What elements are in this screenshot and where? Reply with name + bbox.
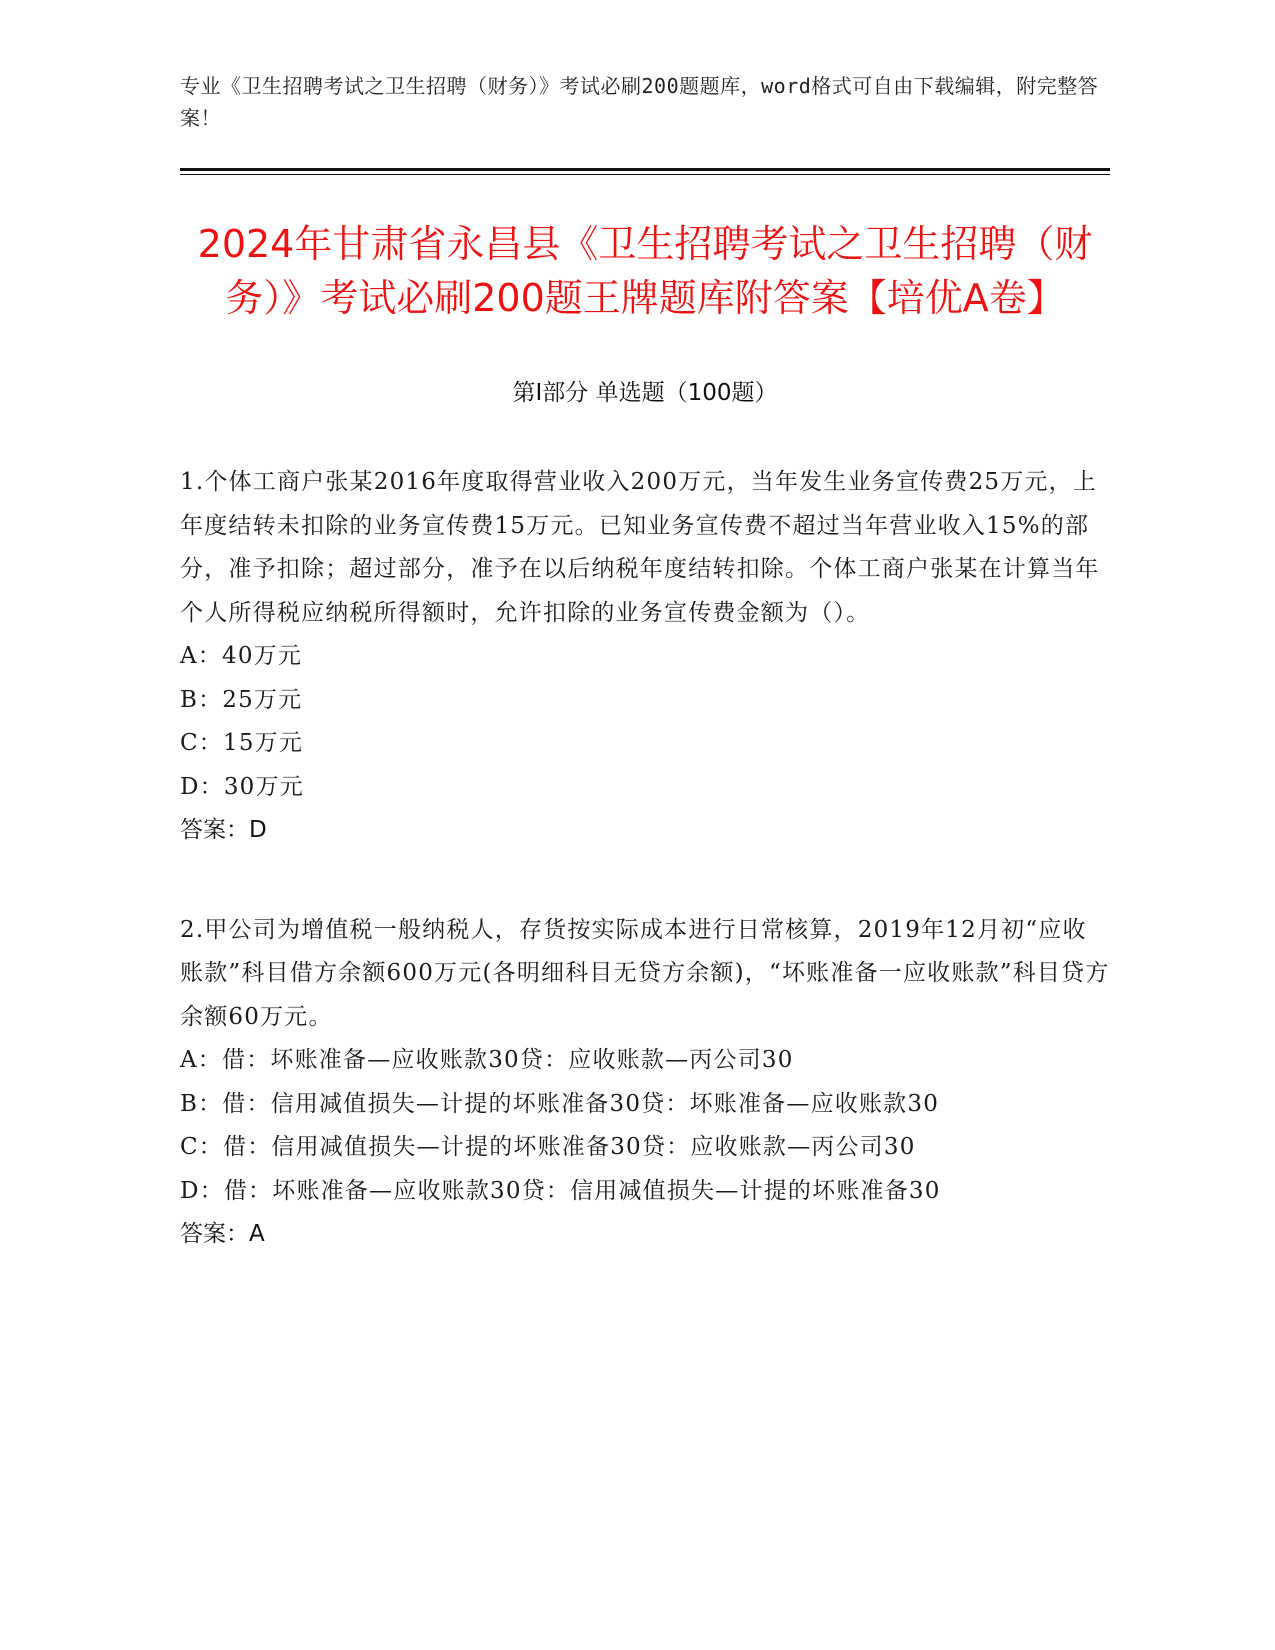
section-heading: 第I部分 单选题（100题） [512,380,778,406]
option-a: A：40万元 [180,643,303,669]
option-b: B：25万元 [180,686,303,713]
answer-line: 答案：A [180,1221,265,1247]
question-stem: 2.甲公司为增值税一般纳税人，存货按实际成本进行日常核算，2019年12月初“应收账款”科目借方余额600万元(各明细科目无贷方余额)，“坏账准备一应收账款”科目贷方余额60万元。 [180,916,1110,1030]
option-a: A：借：坏账准备—应收账款30贷：应收账款—丙公司30 [180,1047,794,1073]
document-title: 2024年甘肃省永昌县《卫生招聘考试之卫生招聘（财务）》考试必刷200题王牌题库附答案【培优A卷】 [197,222,1093,320]
answer-line: 答案：D [180,817,267,843]
question-2 [180,909,1110,1257]
option-c: C：借：信用减值损失—计提的坏账准备30贷：应收账款—丙公司30 [180,1134,916,1160]
option-c: C：15万元 [180,730,304,756]
header-note: 专业《卫生招聘考试之卫生招聘（财务）》考试必刷200题题库，word格式可自由下载编辑，附完整答案！ [180,74,1099,130]
question-stem: 1.个体工商户张某2016年度取得营业收入200万元，当年发生业务宣传费25万元，上年度结转未扣除的业务宣传费15万元。已知业务宣传费不超过当年营业收入15%的部分，准予扣除；超过部分，准予在以后纳税年度结转扣除。个体工商户张某在计算当年个人所得税应纳税所得额时，允许扣除的业务宣传费金额为（）。 [180,469,1100,626]
question-1 [180,461,1110,853]
option-d: D：借：坏账准备—应收账款30贷：信用减值损失—计提的坏账准备30 [180,1177,941,1204]
document-page [180,70,1110,1257]
option-d: D：30万元 [180,773,304,800]
header-divider [180,168,1110,175]
option-b: B：借：信用减值损失—计提的坏账准备30贷：坏账准备—应收账款30 [180,1090,940,1117]
